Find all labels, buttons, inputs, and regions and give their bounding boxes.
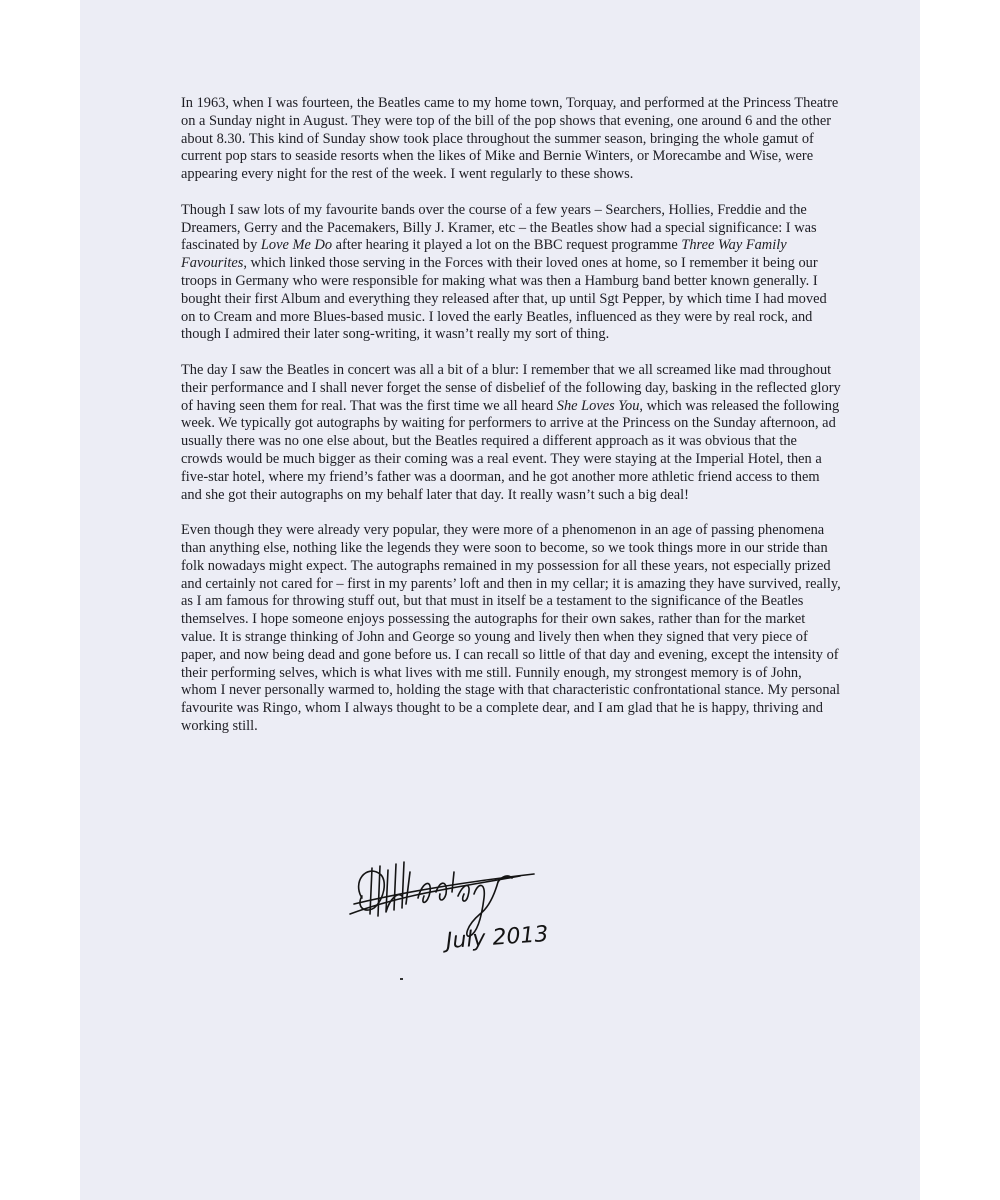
italic-title: She Loves You (556, 397, 640, 414)
italic-title: Three Way Family Favourites (181, 237, 787, 272)
letter-paragraph (181, 362, 841, 504)
letter-paragraph (181, 522, 841, 736)
letter-paragraph (181, 202, 841, 344)
paragraph-text: The day I saw the Beatles in concert was all a bit of a blur: I remember that we all screamed like mad throughout their performance and I shall never forget the sense of disbelief of the following day, basking in the reflected glory of having seen them for real. That was the first time we all heard (181, 361, 841, 414)
paper-speck (400, 978, 403, 980)
paragraph-text: Though I saw lots of my favourite bands over the course of a few years – Searchers, Hollies, Freddie and the Dreamers, Gerry and the Pacemakers, Billy J. Kramer, etc – the Beatles show had a special significance: I was fascinated by (181, 201, 817, 254)
paragraph-text: , which linked those serving in the Forces with their loved ones at home, so I remember it being our troops in Germany who were responsible for making what was then a Hamburg band better known generally. I bought their first Album and everything they released after that, up until Sgt Pepper, by which time I had moved on to Cream and more Blues-based music. I loved the early Beatles, influenced as they were by real rock, and though I admired their later song-writing, it wasn’t really my sort of thing. (181, 255, 827, 343)
paragraph-text: In 1963, when I was fourteen, the Beatles came to my home town, Torquay, and performed at the Princess Theatre on a Sunday night in August. They were top of the bill of the pop shows that evening, one around 6 and the other about 8.30. This kind of Sunday show took place throughout the summer season, bringing the whole gamut of current pop stars to seaside resorts when the likes of Mike and Bernie Winters, or Morecambe and Wise, were appearing every night for the rest of the week. I went regularly to these shows. (181, 95, 839, 183)
letter-body (181, 95, 841, 753)
paragraph-text: after hearing it played a lot on the BBC request programme (332, 237, 682, 254)
signature-drawing (344, 852, 584, 968)
paragraph-text: Even though they were already very popular, they were more of a phenomenon in an age of passing phenomena than anything else, nothing like the legends they were soon to become, so we took things more in our stride than folk nowadays might expect. The autographs remained in my possession for all these years, not especially prized and certainly not cared for – first in my parents’ loft and then in my cellar; it is amazing they have survived, really, as I am famous for throwing stuff out, but that must in itself be a testament to the significance of the Beatles themselves. I hope someone enjoys possessing the autographs for their own sakes, rather than for the market value. It is strange thinking of John and George so young and lively then when they signed that very piece of paper, and now being dead and gone before us. I can recall so little of that day and evening, except the intensity of their performing selves, which is what lives with me still. Funnily enough, my strongest memory is of John, whom I never personally warmed to, holding the stage with that characteristic confrontational stance. My personal favourite was Ringo, whom I always thought to be a complete dear, and I am glad that he is happy, thriving and working still. (181, 522, 841, 734)
paragraph-text: , which was released the following week. We typically got autographs by waiting for performers to arrive at the Princess on the Sunday afternoon, ad usually there was no one else about, but the Beatles required a different approach as it was obvious that the crowds would be much bigger as their coming was a real event. They were staying at the Imperial Hotel, then a five-star hotel, where my friend’s father was a doorman, and he got another more athletic friend access to them and she got their autographs on my behalf later that day. It really wasn’t such a big deal! (181, 397, 840, 503)
letter-paragraph (181, 95, 841, 184)
handwritten-signature (344, 852, 584, 968)
italic-title: Love Me Do (260, 237, 333, 254)
letter-page (80, 0, 920, 1200)
signature-date: July 2013 (445, 921, 550, 955)
